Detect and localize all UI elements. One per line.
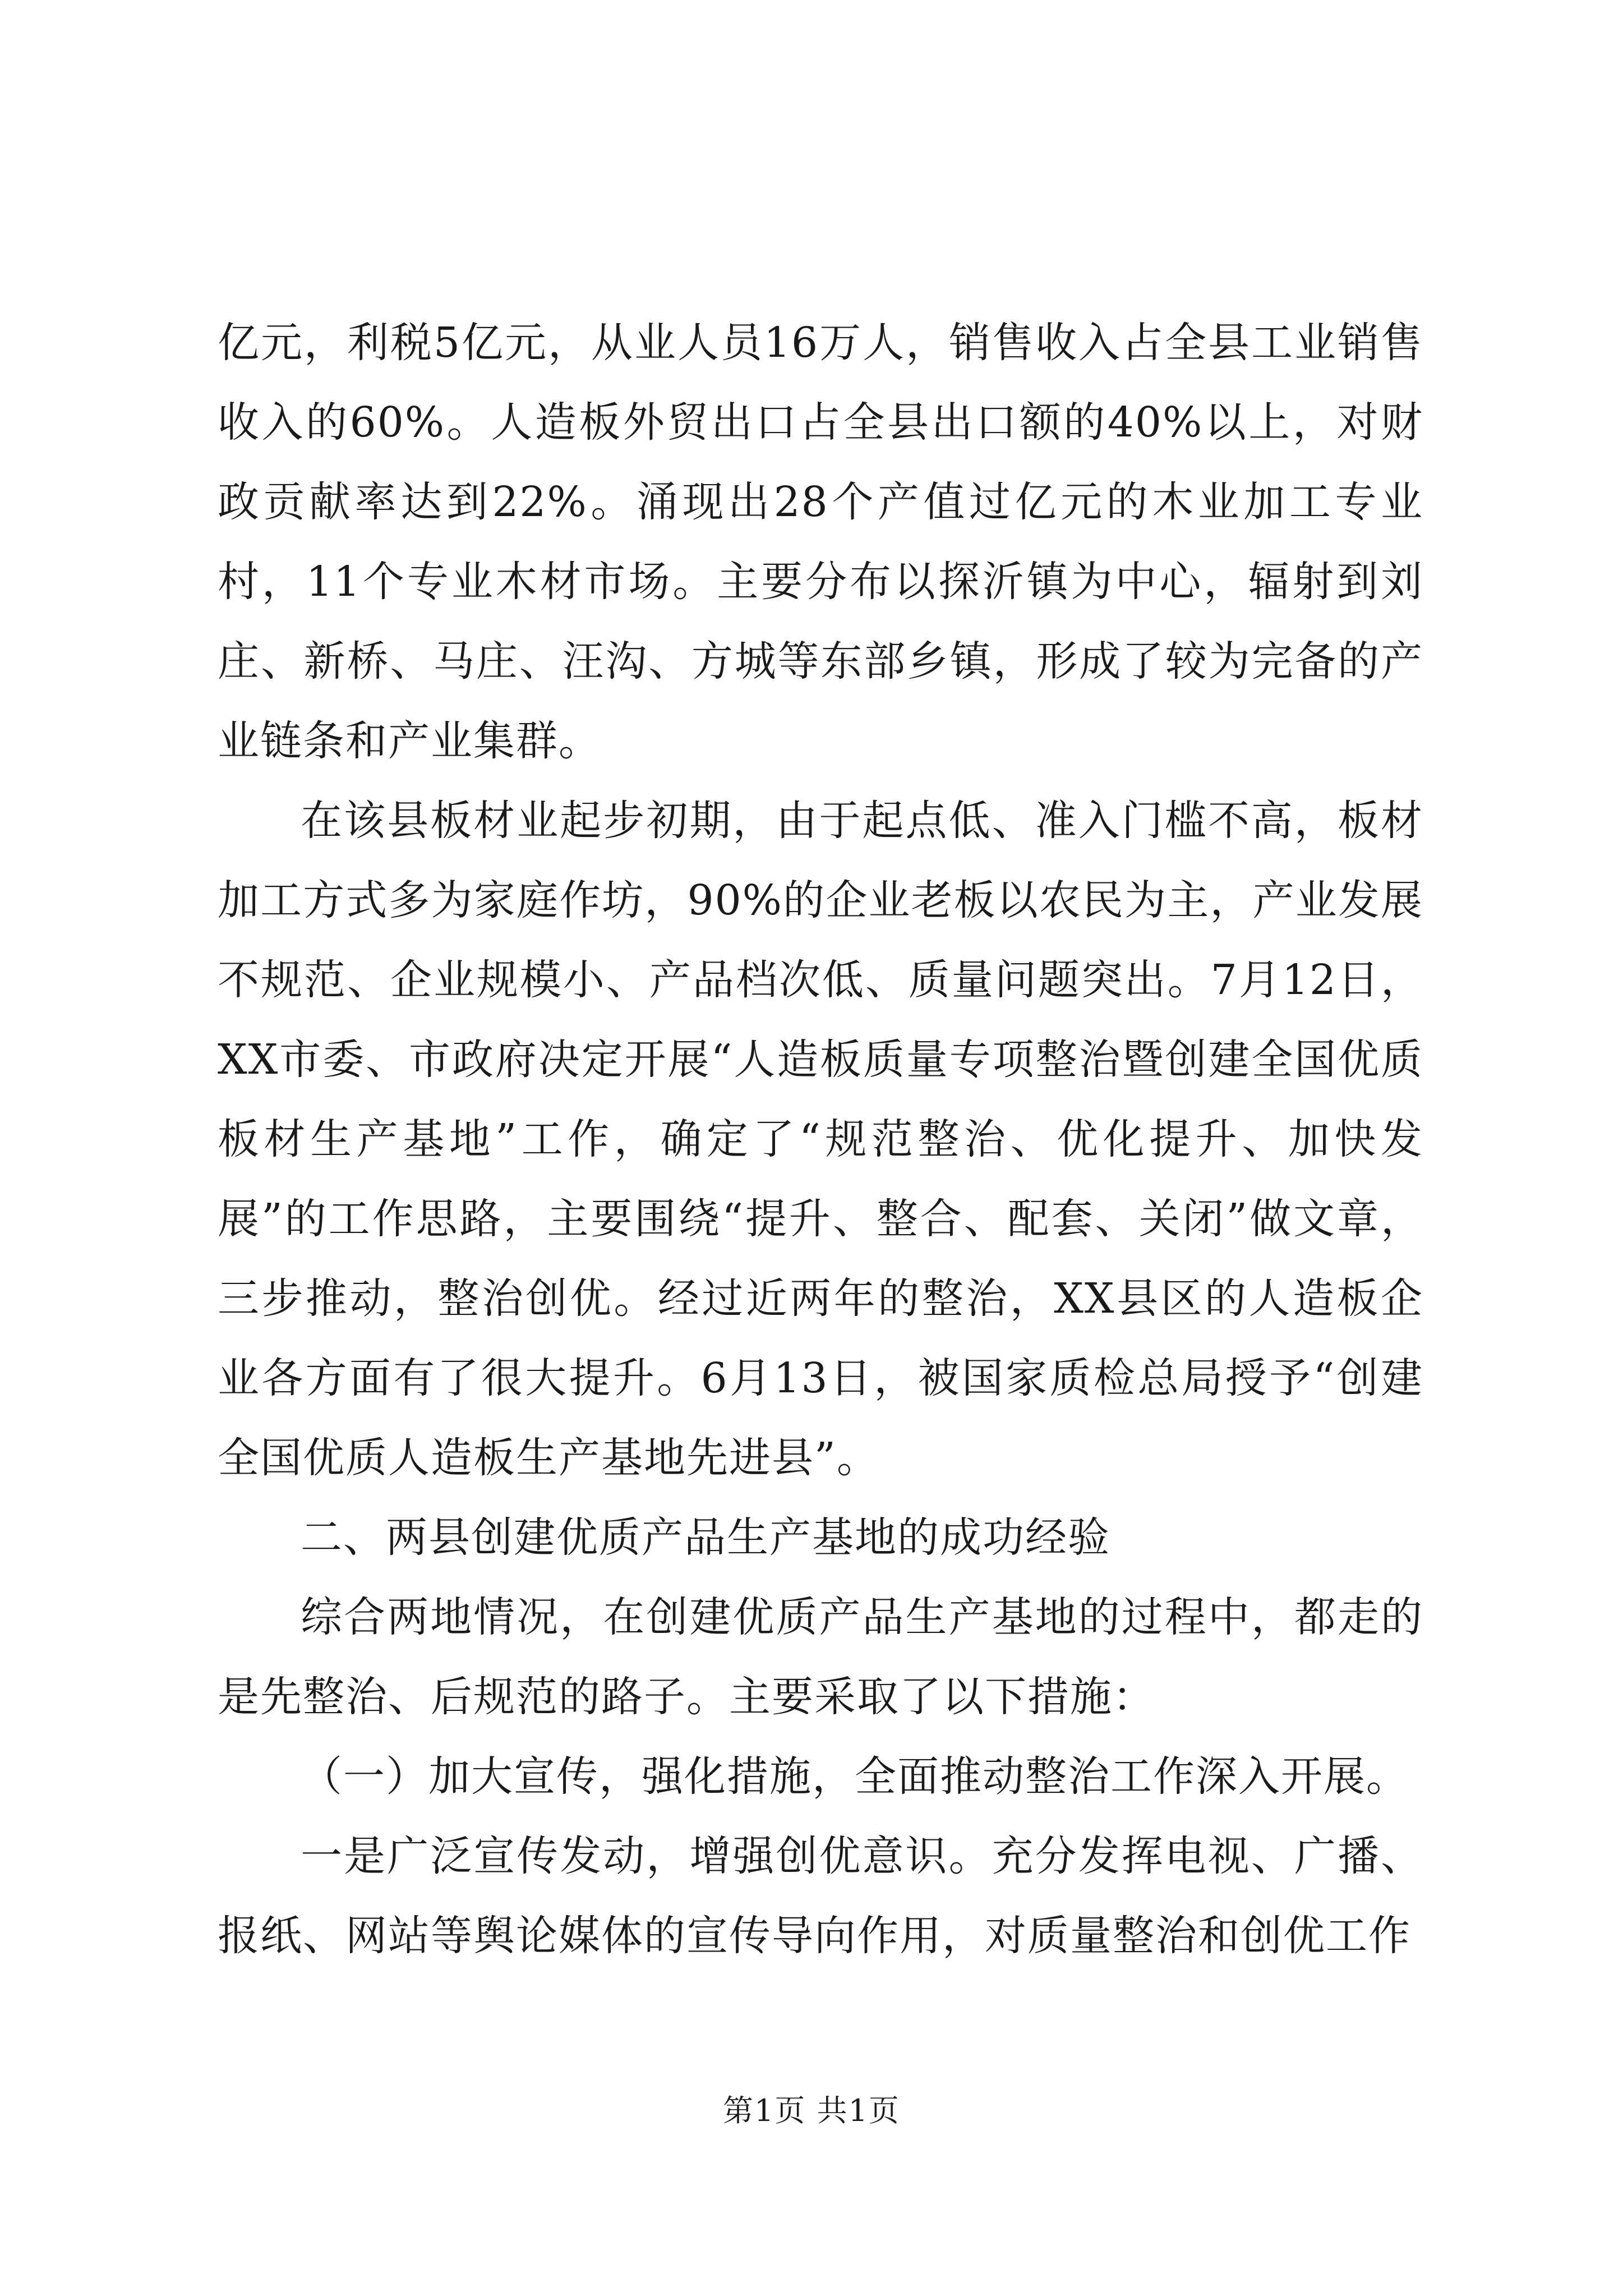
paragraph-publicity: 一是广泛宣传发动，增强创优意识。充分发挥电视、广播、报纸、网站等舆论媒体的宣传导向作用，对质量整治和创优工作 bbox=[218, 1832, 1423, 1960]
document-body bbox=[218, 303, 1423, 1976]
paragraph-industry-stats: 亿元，利税5亿元，从业人员16万人，销售收入占全县工业销售收入的60%。人造板外贸出口占全县出口额的40%以上，对财政贡献率达到22%。涌现出28个产值过亿元的木业加工专业村，11个专业木材市场。主要分布以探沂镇为中心，辐射到刘庄、新桥、马庄、汪沟、方城等东部乡镇，形成了较为完备的产业链条和产业集群。 bbox=[218, 319, 1423, 765]
subsection-heading-1: （一）加大宣传，强化措施，全面推动整治工作深入开展。 bbox=[301, 1752, 1409, 1801]
page-footer: 第1页 共1页 bbox=[723, 2093, 900, 2128]
paragraph-board-industry-history: 在该县板材业起步初期，由于起点低、准入门槛不高，板材加工方式多为家庭作坊，90%的企业老板以农民为主，产业发展不规范、企业规模小、产品档次低、质量问题突出。7月12日，XX市委、市政府决定开展“人造板质量专项整治暨创建全国优质板材生产基地”工作，确定了“规范整治、优化提升、加快发展”的工作思路，主要围绕“提升、整合、配套、关闭”做文章，三步推动，整治创优。经过近两年的整治，XX县区的人造板企业各方面有了很大提升。6月13日，被国家质检总局授予“创建全国优质人造板生产基地先进县”。 bbox=[218, 797, 1423, 1482]
section-heading-experience: 二、两县创建优质产品生产基地的成功经验 bbox=[301, 1513, 1110, 1562]
paragraph-summary: 综合两地情况，在创建优质产品生产基地的过程中，都走的是先整治、后规范的路子。主要采取了以下措施： bbox=[218, 1593, 1423, 1721]
